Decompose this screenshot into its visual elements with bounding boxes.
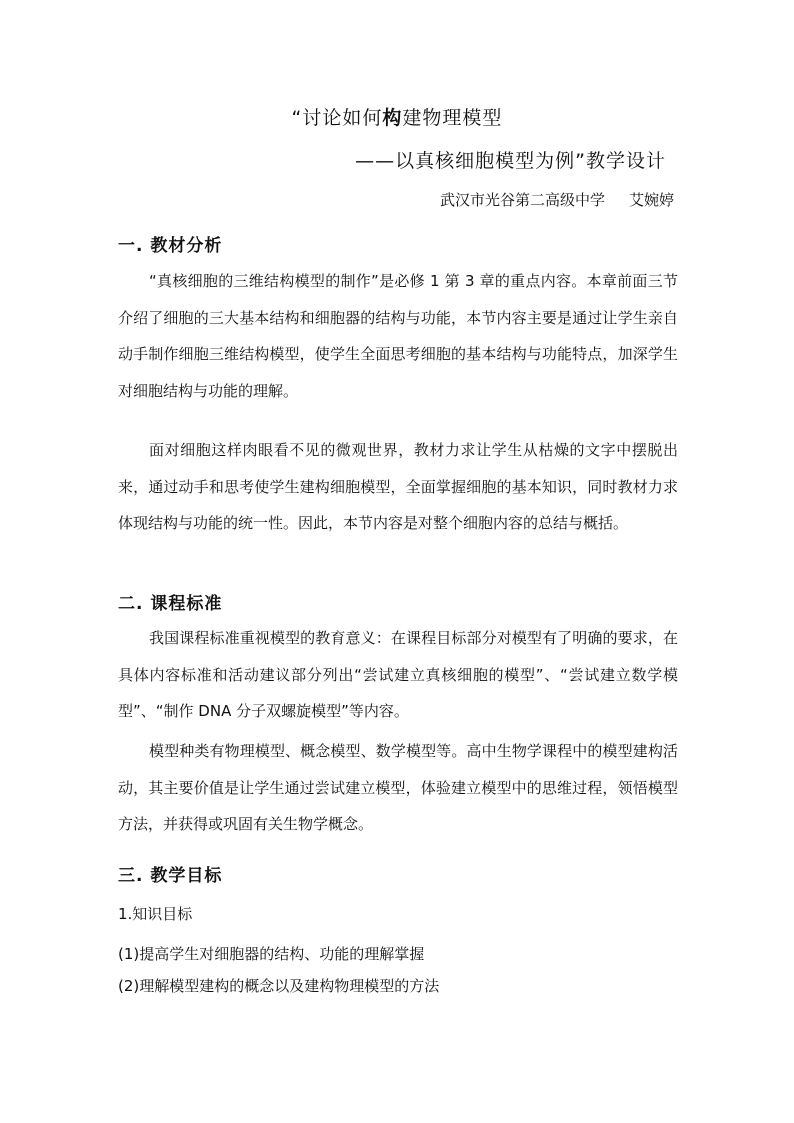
objective-item: (1)提高学生对细胞器的结构、功能的理解掌握 xyxy=(118,945,425,963)
title-bold-char: 构 xyxy=(382,107,403,129)
title-part2: 建物理模型 xyxy=(402,107,503,129)
document-subtitle: ——以真核细胞模型为例”教学设计 xyxy=(355,150,666,172)
section-heading-textbook-analysis: 一. 教材分析 xyxy=(118,236,223,256)
section-heading-teaching-objectives: 三. 教学目标 xyxy=(118,866,223,886)
document-title xyxy=(0,103,794,130)
objective-item: 1.知识目标 xyxy=(118,905,193,923)
author-line xyxy=(440,189,674,210)
paragraph: “真核细胞的三维结构模型的制作”是必修 1 第 3 章的重点内容。本章前面三节介绍了细胞的三大基本结构和细胞器的结构与功能，本节内容主要是通过让学生亲自动手制作细胞三维结构模型，使学生全面思考细胞的基本结构与功能特点，加深学生对细胞结构与功能的理解。 xyxy=(118,272,678,400)
author-name: 艾婉婷 xyxy=(628,191,674,209)
title-part1: 讨论如何 xyxy=(302,107,383,129)
paragraph: 我国课程标准重视模型的教育意义：在课程目标部分对模型有了明确的要求，在具体内容标准和活动建议部分列出“尝试建立真核细胞的模型”、“尝试建立数学模型”、“制作 DNA 分子双螺旋模型”等内容。 xyxy=(118,629,678,720)
title-quote-open: “ xyxy=(291,107,303,129)
author-school: 武汉市光谷第二高级中学 xyxy=(439,191,605,209)
paragraph: 面对细胞这样肉眼看不见的微观世界，教材力求让学生从枯燥的文字中摆脱出来，通过动手和思考使学生建构细胞模型，全面掌握细胞的基本知识，同时教材力求体现结构与功能的统一性。因此，本节内容是对整个细胞内容的总结与概括。 xyxy=(118,441,678,532)
paragraph: 模型种类有物理模型、概念模型、数学模型等。高中生物学课程中的模型建构活动，其主要价值是让学生通过尝试建立模型，体验建立模型中的思维过程，领悟模型方法，并获得或巩固有关生物学概念。 xyxy=(118,742,678,833)
section-heading-curriculum-standard: 二. 课程标准 xyxy=(118,594,223,614)
objective-item: (2)理解模型建构的概念以及建构物理模型的方法 xyxy=(118,977,440,995)
